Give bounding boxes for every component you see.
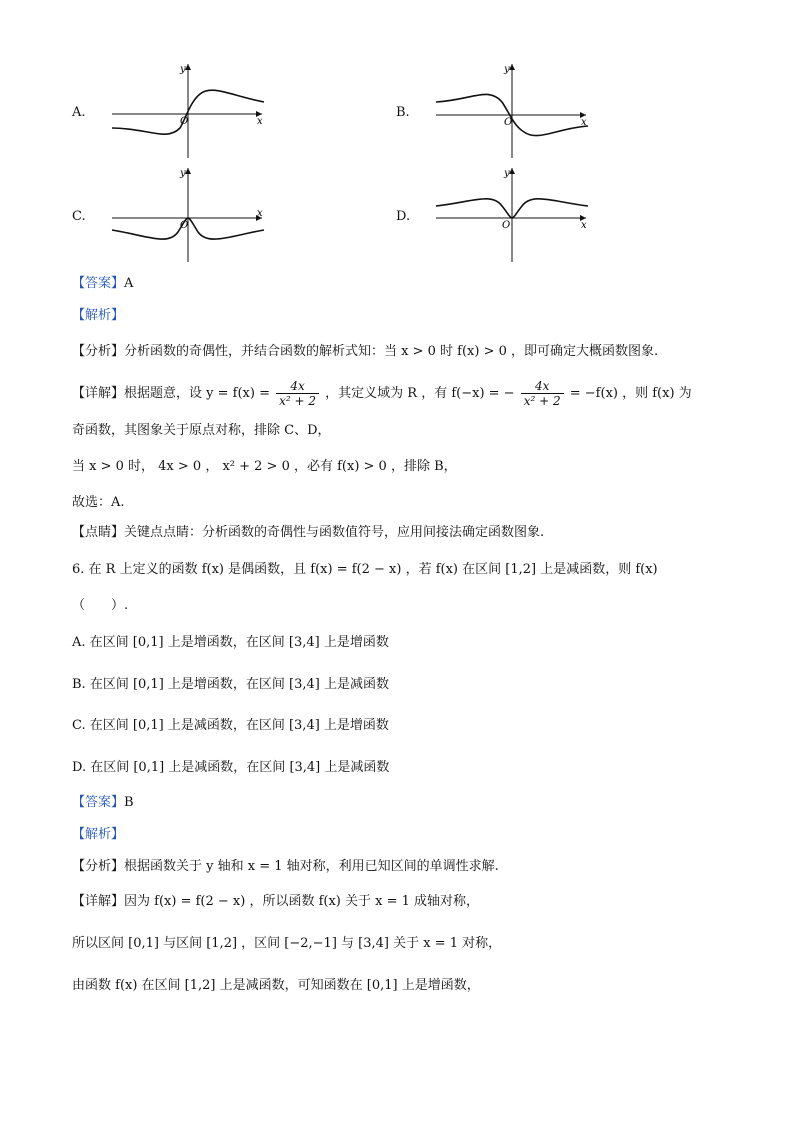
jiexi-tag: 【解析】 — [72, 308, 125, 323]
graph-d-origin: O — [502, 220, 511, 231]
q6-jiexi — [72, 826, 124, 844]
option-d-label: D. — [396, 209, 411, 224]
answer-value: B — [124, 795, 134, 810]
graph-d — [412, 166, 612, 266]
q5-xiangjie-3: 当 x > 0 时， 4x > 0 ， x² + 2 > 0 ，必有 f(x) > 0 ，排除 B， — [72, 459, 457, 474]
option-b-label: B. — [396, 105, 410, 120]
fenxi-tag: 【分析】 — [72, 859, 125, 874]
graph-b-x-label: x — [581, 117, 587, 128]
q5-answer — [72, 275, 133, 293]
graph-b — [412, 62, 612, 162]
q6-xiangjie-1 — [72, 893, 479, 911]
fenxi-text: 分析函数的奇偶性，并结合函数的解析式知：当 x > 0 时 f(x) > 0 ，即可确定大概函数图象. — [124, 344, 659, 359]
q6-xiangjie-3: 由函数 f(x) 在区间 [1,2] 上是减函数，可知函数在 [0,1] 上是增函数， — [72, 978, 480, 993]
graph-d-x-label: x — [581, 220, 587, 231]
q5-jiexi — [72, 307, 124, 325]
fraction-1 — [276, 379, 319, 408]
fraction-1-den: x² + 2 — [279, 394, 317, 408]
graph-b-origin: O — [504, 117, 513, 128]
graph-c-x-label: x — [257, 208, 263, 219]
graph-a-y-label: y — [180, 64, 186, 75]
dianjing-text: 关键点点睛：分析函数的奇偶性与函数值符号，应用间接法确定函数图象. — [124, 525, 545, 540]
graph-c-y-label: y — [180, 168, 186, 179]
answer-tag: 【答案】 — [72, 795, 125, 810]
dianjing-tag: 【点睛】 — [72, 525, 125, 540]
xiangjie-1c: = −f(x) ，则 f(x) 为 — [569, 386, 692, 401]
xiangjie-tag: 【详解】 — [72, 386, 125, 401]
graph-a — [88, 62, 288, 162]
fenxi-tag: 【分析】 — [72, 344, 125, 359]
q6-answer — [72, 794, 134, 812]
graph-d-y-label: y — [504, 168, 510, 179]
q6-option-b: B. 在区间 [0,1] 上是增函数，在区间 [3,4] 上是减函数 — [72, 677, 389, 692]
fraction-1-num: 4x — [276, 379, 319, 394]
q5-dianjing — [72, 524, 544, 542]
option-c-label: C. — [72, 209, 86, 224]
graph-c-origin: O — [180, 220, 189, 231]
graph-c — [88, 166, 288, 266]
xiangjie-1a: 根据题意，设 y = f(x) = — [124, 386, 270, 401]
xiangjie-tag: 【详解】 — [72, 894, 125, 909]
xiangjie-text: 因为 f(x) = f(2 − x) ，所以函数 f(x) 关于 x = 1 成轴对称， — [124, 894, 480, 909]
q5-guxuan: 故选：A. — [72, 495, 125, 510]
q5-xiangjie-2: 奇函数，其图象关于原点对称，排除 C、D， — [72, 423, 331, 438]
q6-xiangjie-2: 所以区间 [0,1] 与区间 [1,2] ，区间 [−2,−1] 与 [3,4] 关于 x = 1 对称， — [72, 936, 502, 951]
fraction-2 — [521, 379, 564, 408]
q6-option-d: D. 在区间 [0,1] 上是减函数，在区间 [3,4] 上是减函数 — [72, 760, 390, 775]
xiangjie-1b: ，其定义域为 R ，有 f(−x) = − — [325, 386, 515, 401]
q6-fenxi — [72, 858, 499, 876]
fenxi-text: 根据函数关于 y 轴和 x = 1 轴对称，利用已知区间的单调性求解. — [124, 859, 499, 874]
option-a-label: A. — [72, 105, 86, 120]
graph-b-y-label: y — [504, 64, 510, 75]
jiexi-tag: 【解析】 — [72, 827, 125, 842]
q5-fenxi — [72, 343, 658, 361]
q6-stem-2: （ ）. — [72, 598, 129, 613]
q6-stem-1: 6. 在 R 上定义的函数 f(x) 是偶函数，且 f(x) = f(2 − x) ，若 f(x) 在区间 [1,2] 上是减函数，则 f(x) — [72, 562, 658, 577]
graph-a-x-label: x — [257, 116, 263, 127]
fraction-2-num: 4x — [521, 379, 564, 394]
q6-option-a: A. 在区间 [0,1] 上是增函数，在区间 [3,4] 上是增函数 — [72, 635, 389, 650]
q5-xiangjie-1 — [72, 376, 692, 412]
q6-option-c: C. 在区间 [0,1] 上是减函数，在区间 [3,4] 上是增函数 — [72, 718, 389, 733]
fraction-2-den: x² + 2 — [523, 394, 561, 408]
answer-tag: 【答案】 — [72, 276, 125, 291]
graph-a-origin: O — [180, 116, 189, 127]
answer-value: A — [124, 276, 134, 291]
